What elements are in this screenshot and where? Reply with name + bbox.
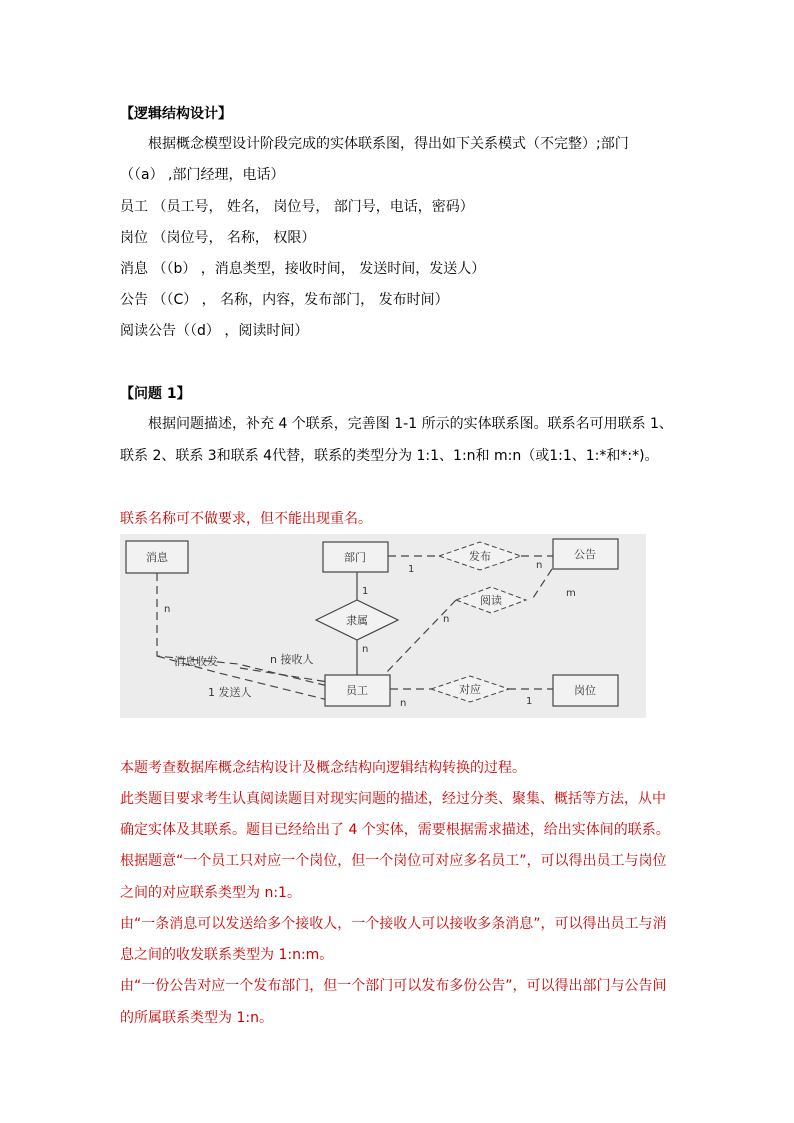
entity-message: 消息	[146, 551, 168, 564]
explanation-line-9: 的所属联系类型为 1:n。	[120, 1010, 273, 1026]
card-publish-notice: n	[536, 560, 543, 571]
line-message-emp	[157, 573, 328, 686]
relation-belong: 隶属	[346, 614, 368, 627]
card-belong-emp: n	[362, 644, 369, 655]
schema-notice: 公告 （（C） ， 名称，内容，发布部门， 发布时间）	[120, 292, 449, 308]
relation-correspond: 对应	[459, 683, 481, 696]
label-sender: 1 发送人	[208, 686, 252, 699]
entity-position: 岗位	[574, 684, 596, 697]
explanation-line-6: 由“一条消息可以发送给多个接收人，一个接收人可以接收多条消息”，可以得出员工与消	[120, 916, 667, 932]
card-emp-correspond: n	[400, 698, 407, 709]
schema-read-notice: 阅读公告（（d） ，阅读时间）	[120, 323, 309, 339]
line-read-notice	[531, 569, 552, 601]
entity-employee: 员工	[346, 684, 368, 697]
card-message-n: n	[164, 604, 171, 615]
schema-employee: 员工 （员工号， 姓名， 岗位号， 部门号，电话，密码）	[120, 199, 474, 215]
relation-publish: 发布	[469, 550, 491, 563]
card-dept-publish: 1	[408, 564, 415, 575]
explanation-line-2: 此类题目要求考生认真阅读题目对现实问题的描述，经过分类、聚集、概括等方法，从中	[120, 791, 666, 807]
explanation-line-3: 确定实体及其联系。题目已经给出了 4 个实体，需要根据需求描述，给出实体间的联系。	[120, 822, 670, 838]
relation-read: 阅读	[480, 594, 502, 607]
card-correspond-pos: 1	[526, 696, 533, 707]
label-receiver: n 接收人	[270, 653, 314, 666]
section-heading-question1: 【问题 1】	[120, 386, 191, 402]
er-diagram	[120, 534, 646, 718]
card-dept-belong: 1	[362, 586, 369, 597]
er-diagram-svg	[120, 534, 646, 718]
explanation-line-1: 本题考查数据库概念结构设计及概念结构向逻辑结构转换的过程。	[120, 760, 526, 776]
schema-message: 消息 （（b） ，消息类型，接收时间， 发送时间，发送人）	[120, 261, 486, 277]
intro-line-2: （（a） ,部门经理，电话）	[120, 167, 285, 183]
card-read-emp: n	[443, 614, 450, 625]
explanation-line-7: 息之间的收发联系类型为 1:n:m。	[120, 947, 334, 963]
answer-note: 联系名称可不做要求，但不能出现重名。	[120, 511, 372, 527]
question1-line-2: 联系 2、联系 3和联系 4代替，联系的类型分为 1:1、1:n和 m:n（或1:1、1:*和*:*)。	[120, 448, 659, 464]
section-heading-logical: 【逻辑结构设计】	[120, 106, 232, 122]
entity-notice: 公告	[574, 548, 596, 561]
line-read-emp	[384, 600, 456, 675]
explanation-line-8: 由“一份公告对应一个发布部门，但一个部门可以发布多份公告”，可以得出部门与公告间	[120, 978, 667, 994]
intro-line-1: 根据概念模型设计阶段完成的实体联系图，得出如下关系模式（不完整）;部门	[148, 136, 629, 152]
explanation-line-5: 之间的对应联系类型为 n:1。	[120, 885, 301, 901]
card-read-notice: m	[566, 588, 576, 599]
entity-department: 部门	[344, 551, 366, 564]
explanation-line-4: 根据题意“一个员工只对应一个岗位，但一个岗位可对应多名员工”，可以得出员工与岗位	[120, 853, 667, 869]
relation-msg-transfer: 消息收发	[174, 655, 218, 668]
question1-line-1: 根据问题描述，补充 4 个联系，完善图 1-1 所示的实体联系图。联系名可用联系 1、	[148, 416, 673, 432]
schema-position: 岗位 （岗位号， 名称， 权限）	[120, 230, 316, 246]
line-receiver	[240, 668, 328, 682]
